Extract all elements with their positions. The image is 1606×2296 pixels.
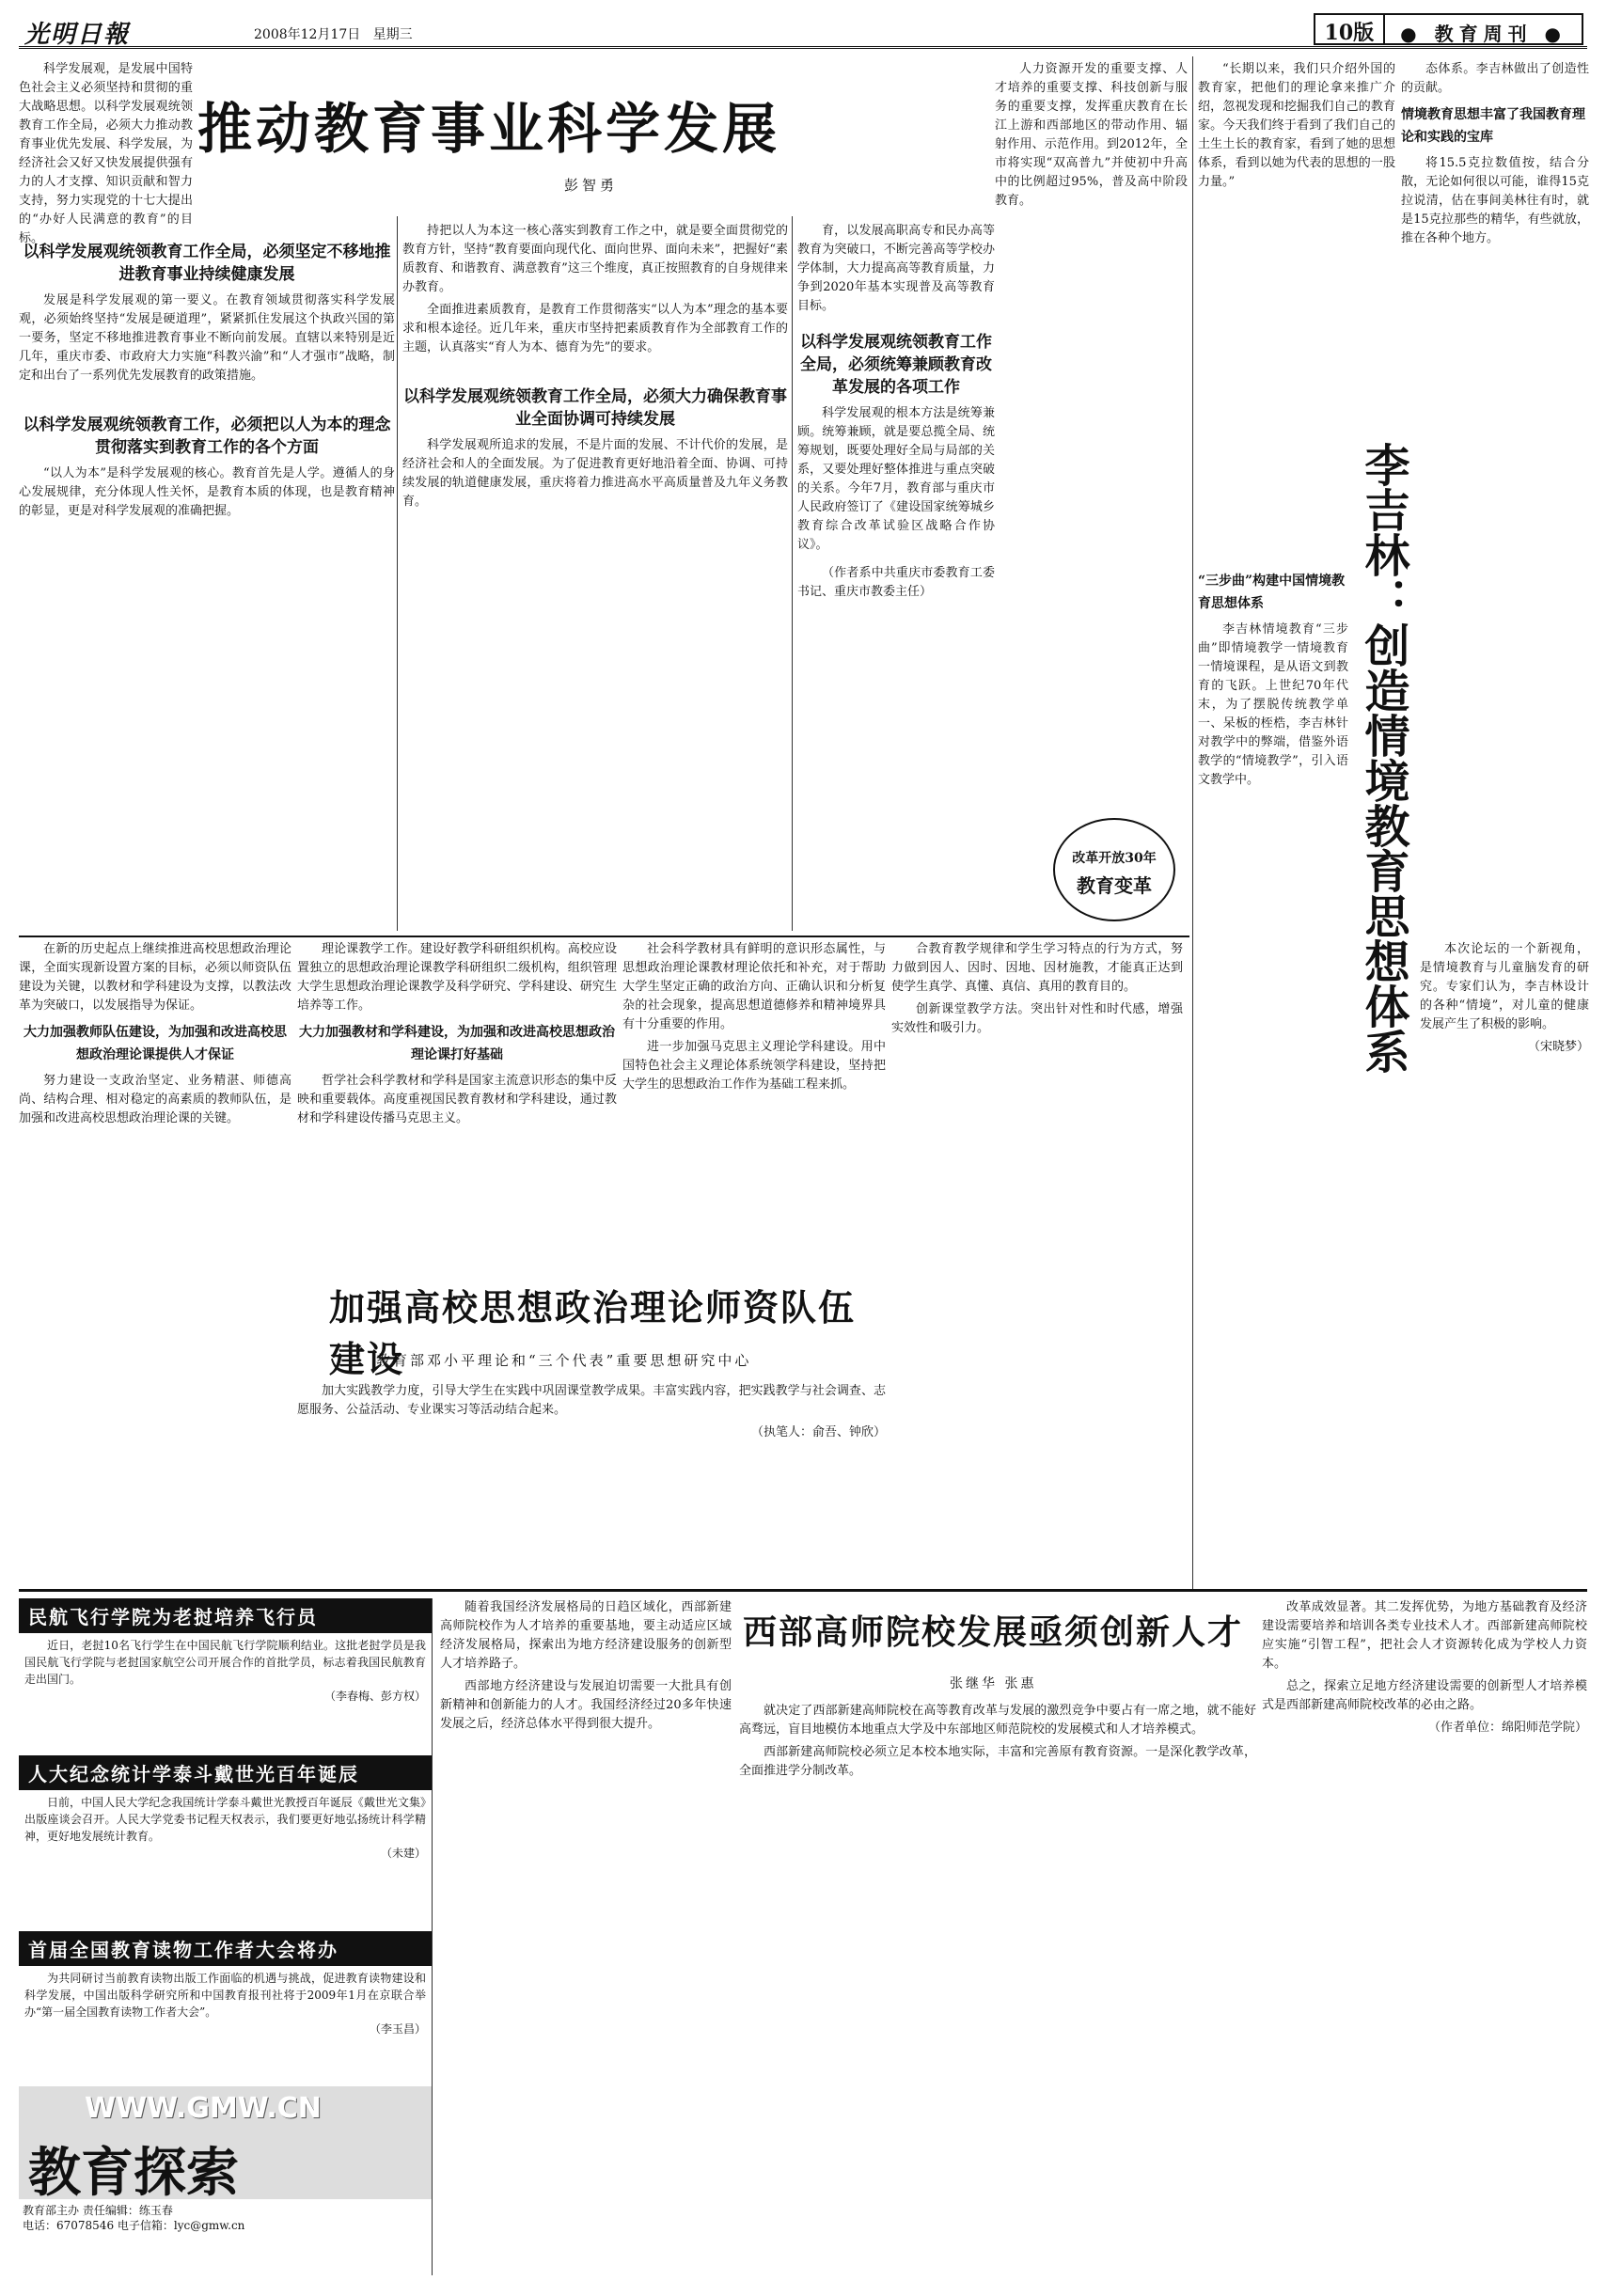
author-note: （作者系中共重庆市委教育工委书记、重庆市教委主任） — [797, 566, 995, 599]
paragraph: “以人为本”是科学发展观的核心。教育首先是人学。遵循人的身心发展规律，充分体现人性关怀，是教育本质的体现，也是教育精神的彰显，更是对科学发展观的准确把握。 — [19, 466, 395, 518]
top-article-title: 推动教育事业科学发展 — [197, 97, 781, 161]
page-section-box — [1314, 13, 1583, 45]
reform-30-stamp — [1053, 818, 1175, 921]
paragraph: 本次论坛的一个新视角，是情境教育与儿童脑发育的研究。专家们认为，李吉林设计的各种“情境”，对儿童的健康发展产生了积极的影响。 — [1420, 942, 1589, 1031]
top-col1-intro — [19, 60, 193, 245]
paragraph: 改革成效显著。其二发挥优势，为地方基础教育及经济建设需要培养和培训各类专业技术人才。西部新建高师院校应实施“引智工程”，把社会人才资源转化成为学校人力资本。 — [1262, 1600, 1587, 1671]
divider — [397, 216, 398, 931]
top-article-author: 彭智勇 — [564, 177, 619, 194]
mid-col1 — [19, 940, 291, 1580]
column-banner — [19, 2086, 432, 2204]
divider — [19, 936, 1189, 937]
masthead — [19, 13, 1587, 49]
paper-logo: 光明日報 — [24, 21, 131, 49]
mid-col2 — [297, 940, 617, 1269]
news-body — [19, 1966, 432, 2079]
top-col1 — [19, 235, 395, 931]
news-sidebar — [19, 1598, 433, 2275]
paragraph: 科学发展观的根本方法是统筹兼顾。统筹兼顾，就是要总揽全局、统筹规划，既要处理好全局与局部的关系，又要处理好整体推进与重点突破的关系。今年7月，教育部与重庆市人民政府签订了《建设国家统筹城乡教育综合改革试验区战略合作协议》。 — [797, 406, 995, 552]
bot-col1 — [440, 1598, 732, 2275]
paragraph: 进一步加强马克思主义理论学科建设。用中国特色社会主义理论体系统领学科建设，坚持把大学生的思想政治工作作为基础工程来抓。 — [622, 1040, 886, 1092]
paragraph: 就决定了西部新建高师院校在高等教育改革与发展的激烈竞争中要占有一席之地，就不能好高骛远，盲目地模仿本地重点大学及中东部地区师范院校的发展模式和人才培养模式。 — [739, 1704, 1256, 1737]
middle-article-title: 加强高校思想政治理论师资队伍建设 — [329, 1286, 857, 1380]
stamp-line1: 改革开放30年 — [1072, 851, 1157, 866]
news-title: 民航飞行学院为老挝培养飞行员 — [19, 1598, 432, 1633]
news-body — [19, 1790, 432, 1931]
paragraph: 哲学社会科学教材和学科是国家主流意识形态的集中反映和重要载体。高度重视国民教育教材和学科建设，通过教材和学科建设传播马克思主义。 — [297, 1074, 617, 1125]
right-col-b — [1401, 60, 1589, 906]
date: 2008年12月17日 — [254, 27, 361, 42]
right-col-c — [1198, 564, 1348, 1222]
paragraph: 合教育教学规律和学生学习特点的行为方式，努力做到因人、因时、因地、因材施教，才能真正达到使学生真学、真懂、真信、真用的教育目的。 — [891, 942, 1183, 994]
credits-line: 教育部主办 责任编辑：练玉春 — [23, 2204, 173, 2217]
bot-col2 — [739, 1702, 1256, 2275]
bottom-article-title: 西部高师院校发展亟须创新人才 — [743, 1612, 1244, 1652]
paragraph: 李吉林情境教育“三步曲”即情境教学一情境教育一情境课程，是从语文到教育的飞跃。上世纪70年代末，为了摆脱传统教学单一、呆板的桎梏，李吉林针对教学中的弊端，借鉴外语教学的“情境教学”，引入语文教学中。 — [1198, 622, 1348, 787]
section-name: ● 教育周刊 ● — [1400, 23, 1567, 45]
middle-article-byline: 教育部邓小平理论和“三个代表”重要思想研究中心 — [376, 1352, 752, 1369]
subhead: 以科学发展观统领教育工作全局，必须统筹兼顾教育改革发展的各项工作 — [800, 333, 992, 397]
page-number: 10版 — [1315, 15, 1386, 43]
dateline — [254, 24, 413, 43]
paragraph: “长期以来，我们只介绍外国的教育家，把他们的理论拿来推广介绍，忽视发现和挖掘我们自己的教育家。今天我们终于看到了我们自己的土生土长的教育家，看到了她的思想体系，看到以她为代表的思想的一股力量。” — [1198, 62, 1395, 189]
subhead: 以科学发展观统领教育工作全局，必须坚定不移地推进教育事业持续健康发展 — [23, 243, 391, 284]
bottom-article-byline: 张继华 张惠 — [950, 1676, 1037, 1691]
bot-col3 — [1262, 1598, 1587, 2275]
paragraph: 日前，中国人民大学纪念我国统计学泰斗戴世光教授百年诞辰《戴世光文集》出版座谈会召开。人民大学党委书记程天权表示，我们要更好地弘扬统计科学精神，更好地发展统计教育。 — [24, 1796, 426, 1843]
paragraph: 西部地方经济建设与发展迫切需要一大批具有创新精神和创新能力的人才。我国经济经过20多年快速发展之后，经济总体水平得到很大提升。 — [440, 1679, 732, 1731]
news-title: 人大纪念统计学泰斗戴世光百年诞辰 — [19, 1755, 432, 1790]
news-title: 首届全国教育读物工作者大会将办 — [19, 1931, 432, 1966]
paragraph: 持把以人为本这一核心落实到教育工作之中，就是要全面贯彻党的教育方针，坚持“教育要面向现代化、面向世界、面向未来”，把握好“素质教育、和谐教育、满意教育”这三个维度，真正按照教育的自身规律来办教育。 — [402, 224, 788, 294]
top-col4 — [995, 60, 1188, 229]
banner-title: 教育探索 — [28, 2142, 239, 2204]
paragraph: 在新的历史起点上继续推进高校思想政治理论课，全面实现新设置方案的目标，必须以师资队伍建设为关键，以教材和学科建设为支撑，以教法改革为突破口，以发展指导为保证。 — [19, 942, 291, 1013]
author-note: （李玉昌） — [369, 2022, 426, 2036]
divider — [792, 216, 793, 931]
subhead: 大力加强教材和学科建设，为加强和改进高校思想政治理论课打好基础 — [299, 1025, 615, 1062]
paragraph: 总之，探索立足地方经济建设需要的创新型人才培养模式是西部新建高师院校改革的必由之路。 — [1262, 1679, 1587, 1712]
paragraph: 努力建设一支政治坚定、业务精湛、师德高尚、结构合理、相对稳定的高素质的教师队伍，是加强和改进高校思想政治理论课的关键。 — [19, 1074, 291, 1125]
mid-col3 — [622, 940, 886, 1269]
paragraph: 人力资源开发的重要支撑、人才培养的重要支撑、科技创新与服务的重要支撑，发挥重庆教育在长江上游和西部地区的带动作用、辐射作用、示范作用。到2012年，全市将实现“双高普九”并使初中升高中的比例超过95%，普及高中阶段教育。 — [995, 62, 1188, 208]
paragraph: 育，以发展高职高专和民办高等教育为突破口，不断完善高等学校办学体制，大力提高高等教育质量，力争到2020年基本实现普及高等教育目标。 — [797, 224, 995, 313]
paragraph: 将15.5克拉数值按，结合分散，无论如何很以可能，谁得15克拉说清，估在事间美林往有时，就是15克拉那些的精华，有些就放，推在各种个地方。 — [1401, 156, 1589, 245]
author-note: （李春梅、彭方权） — [323, 1690, 426, 1703]
paragraph: 西部新建高师院校必须立足本校本地实际，丰富和完善原有教育资源。一是深化教学改革，全面推进学分制改革。 — [739, 1745, 1256, 1778]
right-col-d — [1420, 940, 1589, 1580]
paragraph: 理论课教学工作。建设好教学科研组织机构。高校应设置独立的思想政治理论课教学科研组织二级机构，组织管理大学生思想政治理论课教学及科学研究、学科建设、研究生培养等工作。 — [297, 942, 617, 1013]
paragraph: 态体系。李吉林做出了创造性的贡献。 — [1401, 62, 1589, 95]
paragraph: 随着我国经济发展格局的日趋区域化，西部新建高师院校作为人才培养的重要基地，要主动适应区域经济发展格局，探索出为地方经济建设服务的创新型人才培养路子。 — [440, 1600, 732, 1671]
news-body — [19, 1633, 432, 1755]
top-col3 — [797, 222, 995, 927]
subhead: 以科学发展观统领教育工作全局，必须大力确保教育事业全面协调可持续发展 — [403, 387, 787, 429]
divider — [19, 1589, 1587, 1592]
paragraph: 近日，老挝10名飞行学生在中国民航飞行学院顺利结业。这批老挝学员是我国民航飞行学院与老挝国家航空公司开展合作的首批学员，标志着我国民航教育走出国门。 — [24, 1639, 426, 1686]
subhead: 以科学发展观统领教育工作，必须把以人为本的理念贯彻落实到教育工作的各个方面 — [23, 416, 391, 457]
banner-url: WWW.GMW.CN — [85, 2092, 322, 2125]
credits-line: 电话：67078546 电子信箱：lyc@gmw.cn — [23, 2219, 245, 2232]
author-note: （宋晓梦） — [1527, 1040, 1589, 1054]
right-article-title: 李吉林：创造情境教育思想体系 — [1357, 442, 1409, 1074]
paragraph: 全面推进素质教育，是教育工作贯彻落实“以人为本”理念的基本要求和根本途径。近几年来，重庆市坚持把素质教育作为全部教育工作的主题，认真落实“育人为本、德育为先”的要求。 — [402, 303, 788, 354]
subhead: 大力加强教师队伍建设，为加强和改进高校思想政治理论课提供人才保证 — [24, 1025, 287, 1062]
paragraph: 创新课堂教学方法。突出针对性和时代感，增强实效性和吸引力。 — [891, 1002, 1183, 1035]
paragraph: 加大实践教学力度，引导大学生在实践中巩固课堂教学成果。丰富实践内容，把实践教学与社会调查、志愿服务、公益活动、专业课实习等活动结合起来。 — [297, 1384, 886, 1417]
top-col2 — [402, 222, 788, 927]
author-note: （作者单位：绵阳师范学院） — [1427, 1721, 1587, 1735]
weekday: 星期三 — [372, 27, 413, 42]
mid-col4 — [891, 940, 1183, 1580]
divider — [1192, 56, 1193, 1589]
paragraph: 社会科学教材具有鲜明的意识形态属性，与思想政治理论课教材理论依托和补充，对于帮助大学生坚定正确的政治方向、正确认识和分析复杂的社会现象，提高思想道德修养和精神境界具有十分重要的作用。 — [622, 942, 886, 1031]
author-note: （未建） — [380, 1847, 426, 1860]
mid-col5 — [297, 1382, 886, 1580]
subhead: 情境教育思想丰富了我国教育理论和实践的宝库 — [1401, 107, 1585, 145]
paragraph: 发展是科学发展观的第一要义。在教育领域贯彻落实科学发展观，必须始终坚持“发展是硬道理”，紧紧抓住发展这个执政兴国的第一要务，坚定不移地推进教育事业不断向前发展。直辖以来特别是近几年，重庆市委、市政府大力实施“科教兴渝”和“人才强市”战略，制定和出台了一系列优先发展教育的政策措施。 — [19, 293, 395, 383]
author-note: （执笔人：俞吾、钟欣） — [750, 1425, 886, 1439]
paragraph: 科学发展观，是发展中国特色社会主义必须坚持和贯彻的重大战略思想。以科学发展观统领教育工作全局，必须大力推动教育事业优先发展、科学发展，为经济社会又好又快发展提供强有力的人才支撑、知识贡献和智力支持，努力实现党的十七大提出的“办好人民满意的教育”的目标。 — [19, 62, 193, 245]
subhead: “三步曲”构建中国情境教育思想体系 — [1198, 574, 1346, 611]
paragraph: 科学发展观所追求的发展，不是片面的发展、不计代价的发展，是经济社会和人的全面发展。为了促进教育更好地沿着全面、协调、可持续发展的轨道健康发展，重庆将着力推进高水平高质量普及九年义务教育。 — [402, 438, 788, 509]
paragraph: 为共同研讨当前教育读物出版工作面临的机遇与挑战，促进教育读物建设和科学发展，中国出版科学研究所和中国教育报刊社将于2009年1月在京联合举办“第一届全国教育读物工作者大会”。 — [24, 1972, 426, 2019]
stamp-line2: 教育变革 — [1077, 874, 1152, 897]
